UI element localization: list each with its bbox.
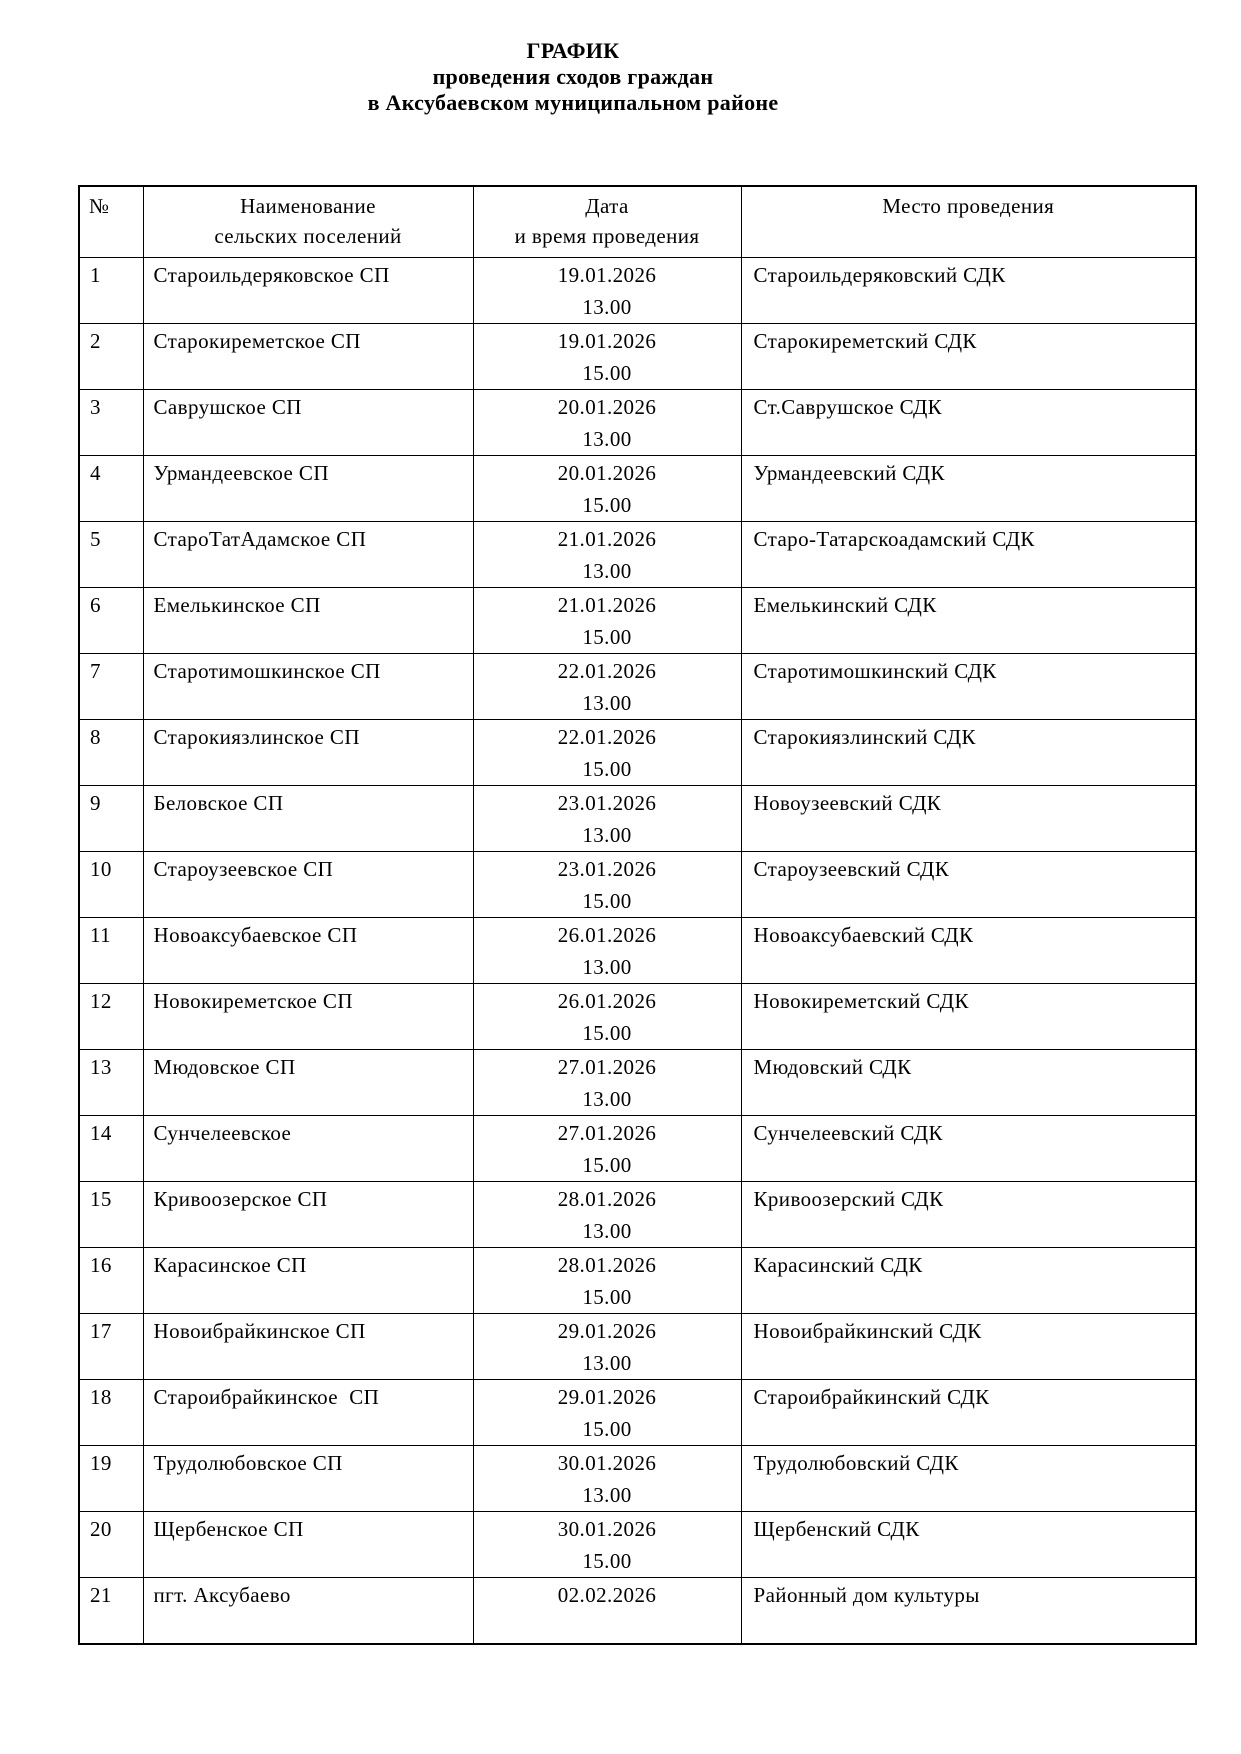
row-number-cell: 1 (79, 258, 143, 324)
datetime-cell (473, 720, 741, 786)
header-datetime (473, 186, 741, 258)
settlement-cell: пгт. Аксубаево (143, 1578, 473, 1645)
date-text: 30.01.2026 (557, 1517, 657, 1541)
table-header-row (79, 186, 1196, 258)
venue-cell: Трудолюбовский СДК (741, 1446, 1196, 1512)
datetime-cell (473, 522, 741, 588)
datetime-cell (473, 1248, 741, 1314)
date-text: 23.01.2026 (557, 857, 657, 881)
time-text: 13.00 (582, 559, 632, 583)
datetime-cell (473, 456, 741, 522)
table-row (79, 456, 1196, 522)
time-text: 15.00 (582, 493, 632, 517)
row-number-cell: 2 (79, 324, 143, 390)
venue-cell: Старокиязлинский СДК (741, 720, 1196, 786)
date-text: 28.01.2026 (557, 1253, 657, 1277)
row-number-cell: 10 (79, 852, 143, 918)
time-text: 13.00 (582, 427, 632, 451)
venue-cell: Мюдовский СДК (741, 1050, 1196, 1116)
settlement-cell: Старокиязлинское СП (143, 720, 473, 786)
date-text: 26.01.2026 (557, 989, 657, 1013)
venue-cell: Емелькинский СДК (741, 588, 1196, 654)
row-number-cell: 3 (79, 390, 143, 456)
settlement-cell: Старотимошкинское СП (143, 654, 473, 720)
settlement-cell: Новоибрайкинское СП (143, 1314, 473, 1380)
table-row (79, 1314, 1196, 1380)
datetime-cell (473, 1512, 741, 1578)
table-row (79, 654, 1196, 720)
datetime-cell (473, 258, 741, 324)
venue-cell: Староибрайкинский СДК (741, 1380, 1196, 1446)
venue-cell: Староузеевский СДК (741, 852, 1196, 918)
settlement-cell: Саврушское СП (143, 390, 473, 456)
row-number-cell: 4 (79, 456, 143, 522)
date-text: 22.01.2026 (557, 659, 657, 683)
date-text: 19.01.2026 (557, 329, 657, 353)
table-row (79, 258, 1196, 324)
row-number-cell: 15 (79, 1182, 143, 1248)
header-datetime-line-2: и время проведения (514, 224, 700, 248)
settlement-cell: Старокиреметское СП (143, 324, 473, 390)
date-text: 23.01.2026 (557, 791, 657, 815)
table-row (79, 522, 1196, 588)
datetime-cell (473, 1050, 741, 1116)
settlement-cell: Новоаксубаевское СП (143, 918, 473, 984)
datetime-cell (473, 654, 741, 720)
time-text: 13.00 (582, 295, 632, 319)
header-number: № (79, 186, 143, 258)
date-text: 02.02.2026 (557, 1583, 657, 1607)
datetime-cell (473, 918, 741, 984)
row-number-cell: 21 (79, 1578, 143, 1645)
venue-cell: Сунчелеевский СДК (741, 1116, 1196, 1182)
date-text: 27.01.2026 (557, 1055, 657, 1079)
datetime-cell (473, 1380, 741, 1446)
table-row (79, 1578, 1196, 1645)
date-text: 19.01.2026 (557, 263, 657, 287)
venue-cell: Новоаксубаевский СДК (741, 918, 1196, 984)
datetime-cell (473, 1446, 741, 1512)
date-text: 29.01.2026 (557, 1385, 657, 1409)
table-row (79, 918, 1196, 984)
settlement-cell: Новокиреметское СП (143, 984, 473, 1050)
title-line-2: проведения сходов граждан (432, 64, 714, 89)
time-text: 15.00 (582, 625, 632, 649)
row-number-cell: 11 (79, 918, 143, 984)
venue-cell: Урмандеевский СДК (741, 456, 1196, 522)
table-row (79, 1512, 1196, 1578)
row-number-cell: 14 (79, 1116, 143, 1182)
table-row (79, 1380, 1196, 1446)
date-text: 29.01.2026 (557, 1319, 657, 1343)
date-text: 20.01.2026 (557, 461, 657, 485)
header-venue: Место проведения (741, 186, 1196, 258)
settlement-cell: Урмандеевское СП (143, 456, 473, 522)
row-number-cell: 17 (79, 1314, 143, 1380)
date-text: 21.01.2026 (557, 527, 657, 551)
date-text: 28.01.2026 (557, 1187, 657, 1211)
time-text: 15.00 (582, 1417, 632, 1441)
header-datetime-line-1: Дата (585, 194, 629, 218)
row-number-cell: 18 (79, 1380, 143, 1446)
datetime-cell (473, 984, 741, 1050)
row-number-cell: 13 (79, 1050, 143, 1116)
settlement-cell: Сунчелеевское (143, 1116, 473, 1182)
row-number-cell: 8 (79, 720, 143, 786)
settlement-cell: Мюдовское СП (143, 1050, 473, 1116)
date-text: 21.01.2026 (557, 593, 657, 617)
venue-cell: Кривоозерский СДК (741, 1182, 1196, 1248)
table-row (79, 1182, 1196, 1248)
venue-cell: Ст.Саврушское СДК (741, 390, 1196, 456)
title-line-1: ГРАФИК (526, 38, 620, 63)
table-row (79, 588, 1196, 654)
time-text: 13.00 (582, 1483, 632, 1507)
row-number-cell: 5 (79, 522, 143, 588)
date-text: 27.01.2026 (557, 1121, 657, 1145)
datetime-cell (473, 786, 741, 852)
time-text: 15.00 (582, 889, 632, 913)
time-text: 13.00 (582, 823, 632, 847)
settlement-cell: Карасинское СП (143, 1248, 473, 1314)
document-title (78, 38, 1068, 116)
table-row (79, 324, 1196, 390)
title-line-3: в Аксубаевском муниципальном районе (367, 90, 779, 115)
venue-cell: Новоибрайкинский СДК (741, 1314, 1196, 1380)
row-number-cell: 20 (79, 1512, 143, 1578)
settlement-cell: СтароТатАдамское СП (143, 522, 473, 588)
venue-cell: Староильдеряковский СДК (741, 258, 1196, 324)
time-text: 15.00 (582, 1549, 632, 1573)
row-number-cell: 9 (79, 786, 143, 852)
datetime-cell (473, 1182, 741, 1248)
settlement-cell: Щербенское СП (143, 1512, 473, 1578)
time-text: 15.00 (582, 1285, 632, 1309)
row-number-cell: 19 (79, 1446, 143, 1512)
venue-cell: Старо-Татарскоадамский СДК (741, 522, 1196, 588)
settlement-cell: Кривоозерское СП (143, 1182, 473, 1248)
venue-cell: Старотимошкинский СДК (741, 654, 1196, 720)
settlement-cell: Емелькинское СП (143, 588, 473, 654)
venue-cell: Щербенский СДК (741, 1512, 1196, 1578)
settlement-cell: Староибрайкинское СП (143, 1380, 473, 1446)
venue-cell: Районный дом культуры (741, 1578, 1196, 1645)
time-text: 15.00 (582, 757, 632, 781)
datetime-cell (473, 588, 741, 654)
time-text: 13.00 (582, 1087, 632, 1111)
header-settlement (143, 186, 473, 258)
date-text: 30.01.2026 (557, 1451, 657, 1475)
table-row (79, 1446, 1196, 1512)
table-row (79, 984, 1196, 1050)
venue-cell: Новокиреметский СДК (741, 984, 1196, 1050)
table-row (79, 390, 1196, 456)
time-text: 13.00 (582, 1351, 632, 1375)
settlement-cell: Староильдеряковское СП (143, 258, 473, 324)
time-text: 15.00 (582, 361, 632, 385)
date-text: 20.01.2026 (557, 395, 657, 419)
table-row (79, 786, 1196, 852)
settlement-cell: Староузеевское СП (143, 852, 473, 918)
datetime-cell (473, 1116, 741, 1182)
schedule-table (78, 185, 1197, 1645)
venue-cell: Старокиреметский СДК (741, 324, 1196, 390)
datetime-cell (473, 1314, 741, 1380)
header-settlement-line-2: сельских поселений (214, 224, 402, 248)
datetime-cell (473, 852, 741, 918)
time-text: 15.00 (582, 1153, 632, 1177)
schedule-table-body (79, 258, 1196, 1645)
datetime-cell (473, 390, 741, 456)
row-number-cell: 12 (79, 984, 143, 1050)
date-text: 26.01.2026 (557, 923, 657, 947)
table-row (79, 1248, 1196, 1314)
settlement-cell: Трудолюбовское СП (143, 1446, 473, 1512)
table-row (79, 1050, 1196, 1116)
table-row (79, 1116, 1196, 1182)
settlement-cell: Беловское СП (143, 786, 473, 852)
venue-cell: Карасинский СДК (741, 1248, 1196, 1314)
time-text: 13.00 (582, 691, 632, 715)
time-text: 13.00 (582, 955, 632, 979)
row-number-cell: 16 (79, 1248, 143, 1314)
row-number-cell: 6 (79, 588, 143, 654)
venue-cell: Новоузеевский СДК (741, 786, 1196, 852)
datetime-cell (473, 1578, 741, 1645)
datetime-cell (473, 324, 741, 390)
time-text: 15.00 (582, 1021, 632, 1045)
table-row (79, 720, 1196, 786)
table-row (79, 852, 1196, 918)
time-text: 13.00 (582, 1219, 632, 1243)
header-settlement-line-1: Наименование (240, 194, 376, 218)
date-text: 22.01.2026 (557, 725, 657, 749)
row-number-cell: 7 (79, 654, 143, 720)
